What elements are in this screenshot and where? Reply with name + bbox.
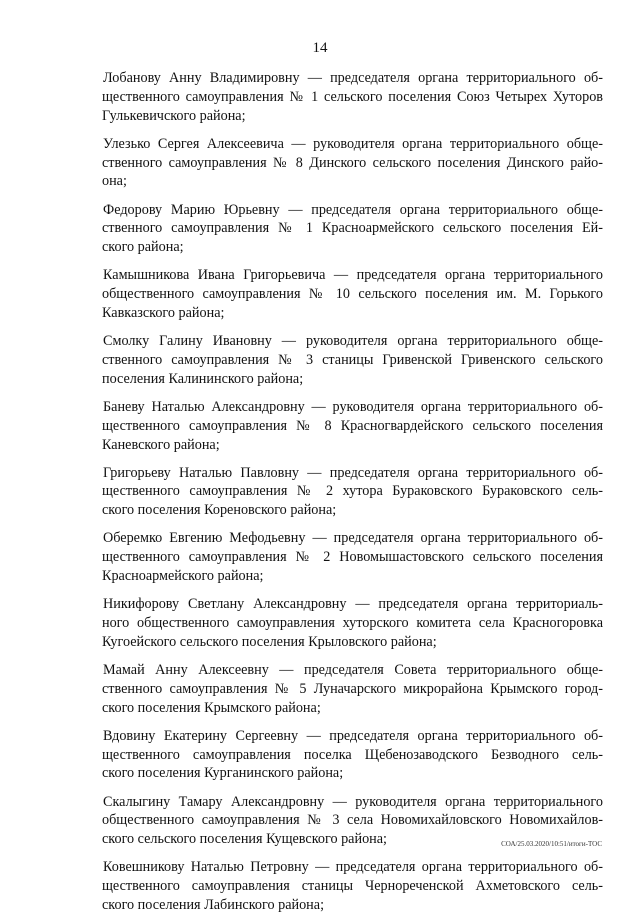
text-line: Вдовину Екатерину Сергеевну — председателя органа территориального об-	[103, 727, 603, 744]
text-line: ственного самоуправления № 8 Динского сельского поселения Динского райо-	[102, 154, 603, 171]
text-line: Федорову Марию Юрьевну — председателя органа территориального обще-	[103, 201, 603, 218]
text-line: Улезько Сергея Алексеевича — руководителя органа территориального обще-	[103, 135, 603, 152]
list-item	[103, 69, 603, 125]
text-line: ственного самоуправления № 3 станицы Гривенской Гривенского сельского	[102, 351, 603, 368]
text-line: она;	[102, 173, 127, 190]
text-line: Красноармейского района;	[102, 568, 264, 585]
text-line: щественного самоуправления № 8 Красногвардейского сельского поселения	[102, 417, 603, 434]
text-line: Оберемко Евгению Мефодьевну — председателя органа территориального об-	[103, 530, 603, 547]
text-line: щественного самоуправления № 2 хутора Бураковского Бураковского сель-	[102, 483, 603, 500]
text-line: ского сельского поселения Кущевского района;	[102, 831, 388, 848]
text-line: Каневского района;	[102, 436, 220, 453]
text-line: щественного самоуправления № 1 сельского поселения Союз Четырех Хуторов	[102, 88, 603, 105]
text-line: Кавказского района;	[102, 304, 225, 321]
text-line: общественного самоуправления № 3 села Новомихайловского Новомихайлов-	[102, 812, 603, 829]
list-item	[103, 398, 603, 454]
list-item	[103, 201, 603, 257]
text-line: Григорьеву Наталью Павловну — председателя органа территориального об-	[103, 464, 603, 481]
text-line: Гулькевичского района;	[102, 107, 246, 124]
text-line: щественного самоуправления № 2 Новомышастовского сельского поселения	[102, 549, 603, 566]
text-line: ского поселения Курганинского района;	[102, 765, 344, 782]
list-item	[103, 332, 603, 388]
text-line: поселения Калининского района;	[102, 370, 304, 387]
list-item	[103, 266, 603, 322]
text-line: Смолку Галину Ивановну — руководителя органа территориального обще-	[103, 333, 603, 350]
list-item	[103, 727, 603, 783]
text-line: Ковешникову Наталью Петровну — председателя органа территориального об-	[103, 859, 603, 876]
text-line: общественного самоуправления № 10 сельского поселения им. М. Горького	[102, 286, 603, 303]
text-line: Камышникова Ивана Григорьевича — председателя органа территориального	[103, 267, 603, 284]
text-line: ского поселения Кореновского района;	[102, 502, 337, 519]
list-item	[103, 595, 603, 651]
text-line: Скалыгину Тамару Александровну — руководителя органа территориального	[103, 793, 603, 810]
list-item	[103, 464, 603, 520]
list-item	[103, 529, 603, 585]
text-line: ского района;	[102, 239, 184, 256]
text-line: щественного самоуправления станицы Чернореченской Ахметовского сель-	[102, 878, 603, 895]
text-line: ного общественного самоуправления хуторского комитета села Красногоровка	[102, 615, 603, 632]
text-line: Кугоейского сельского поселения Крыловского района;	[102, 633, 437, 650]
list-item	[103, 661, 603, 717]
text-line: ского поселения Лабинского района;	[102, 896, 325, 913]
list-item	[103, 135, 603, 191]
text-line: ственного самоуправления № 5 Луначарского микрорайона Крымского город-	[102, 680, 603, 697]
text-line: Лобанову Анну Владимировну — председателя органа территориального об-	[103, 70, 603, 86]
text-line: Баневу Наталью Александровну — руководителя органа территориального об-	[103, 398, 603, 415]
document-footer-code: СОА/25.03.2020/10:51/итоги-ТОС	[501, 840, 602, 848]
text-line: Мамай Анну Алексеевну — председателя Совета территориального обще-	[103, 662, 603, 679]
text-line: ственного самоуправления № 1 Красноармейского сельского поселения Ей-	[102, 220, 603, 237]
text-line: Никифорову Светлану Александровну — председателя органа территориаль-	[103, 596, 603, 613]
text-line: щественного самоуправления поселка Щебенозаводского Безводного сель-	[102, 746, 603, 763]
page-number: 14	[312, 40, 328, 56]
award-list	[103, 69, 603, 924]
text-line: ского поселения Крымского района;	[102, 699, 321, 716]
list-item	[103, 858, 603, 914]
